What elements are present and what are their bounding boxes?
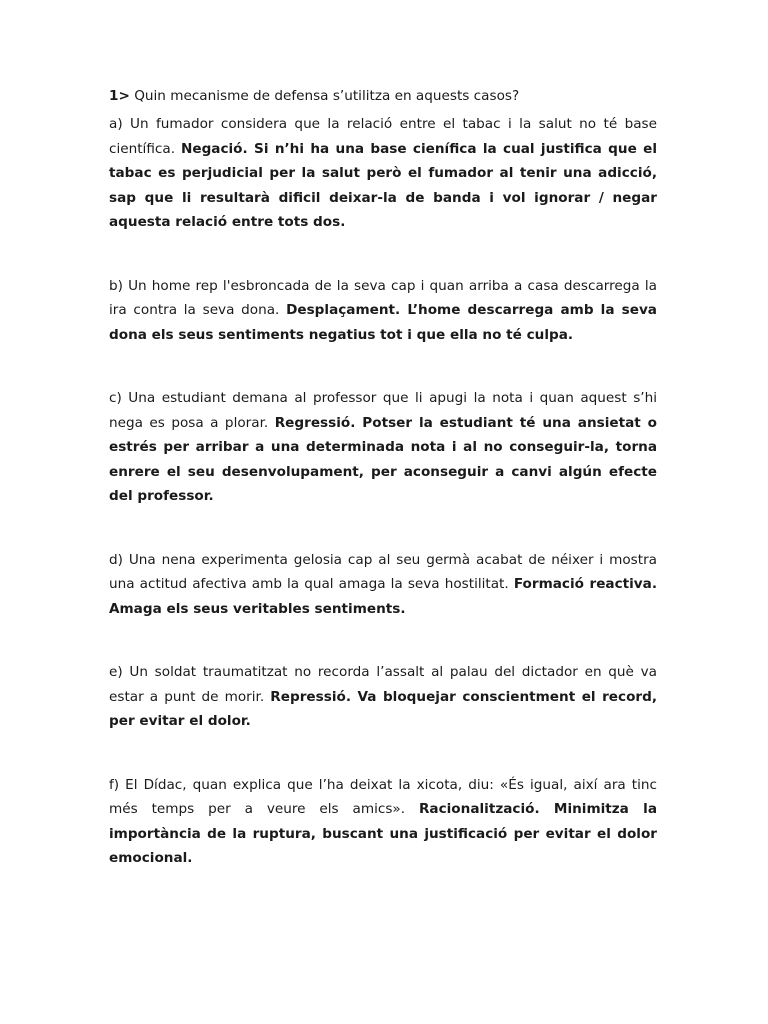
answer-item-c — [109, 386, 657, 509]
item-answer: Formació reactiva. Amaga els seus veritables sentiments. — [109, 576, 657, 617]
item-prompt: e) Un soldat traumatitzat no recorda l’assalt al palau del dictador en què va estar a punt de morir. — [109, 664, 657, 705]
item-prompt: d) Una nena experimenta gelosia cap al seu germà acabat de néixer i mostra una actitud afectiva amb la qual amaga la seva hostilitat. — [109, 551, 657, 592]
item-answer: Negació. Si n’hi ha una base cienífica la cual justifica que el tabac es perjudicial per la salut però el fumador al tenir una adicció, sap que li resultarà dificil deixar-la de banda i vol ignorar / negar aquesta relació entre tots dos. — [109, 140, 657, 230]
answer-item-e — [109, 660, 657, 734]
item-prompt: c) Una estudiant demana al professor que li apugi la nota i quan aquest s’hi nega es posa a plorar. — [109, 390, 657, 431]
item-answer: Regressió. Potser la estudiant té una ansietat o estrés per arribar a una determinada nota i al no conseguir-la, torna enrere el seu desenvolupament, per aconseguir a canvi algún efecte del professor. — [109, 414, 657, 504]
question-text: Quin mecanisme de defensa s’utilitza en aquests casos? — [134, 88, 520, 104]
answer-item-d — [109, 548, 657, 622]
question-heading — [109, 84, 657, 108]
item-answer: Repressió. Va bloquejar conscientment el record, per evitar el dolor. — [109, 688, 658, 729]
question-number: 1> — [109, 88, 130, 104]
item-answer: Desplaçament. L’home descarrega amb la seva dona els seus sentiments negatius tot i que ella no té culpa. — [109, 302, 657, 343]
answer-item-f — [109, 773, 657, 871]
item-prompt: b) Un home rep l'esbroncada de la seva cap i quan arriba a casa descarrega la ira contra la seva dona. — [109, 277, 657, 318]
item-prompt: f) El Dídac, quan explica que l’ha deixat la xicota, diu: «És igual, així ara tinc més temps per a veure els amics». — [109, 776, 657, 817]
answer-item-a — [109, 112, 657, 235]
answer-item-b — [109, 274, 657, 348]
item-answer: Racionalització. Minimitza la importància de la ruptura, buscant una justificació per evitar el dolor emocional. — [109, 801, 657, 866]
document-page — [109, 84, 657, 871]
item-prompt: a) Un fumador considera que la relació entre el tabac i la salut no té base científica. — [109, 116, 657, 157]
